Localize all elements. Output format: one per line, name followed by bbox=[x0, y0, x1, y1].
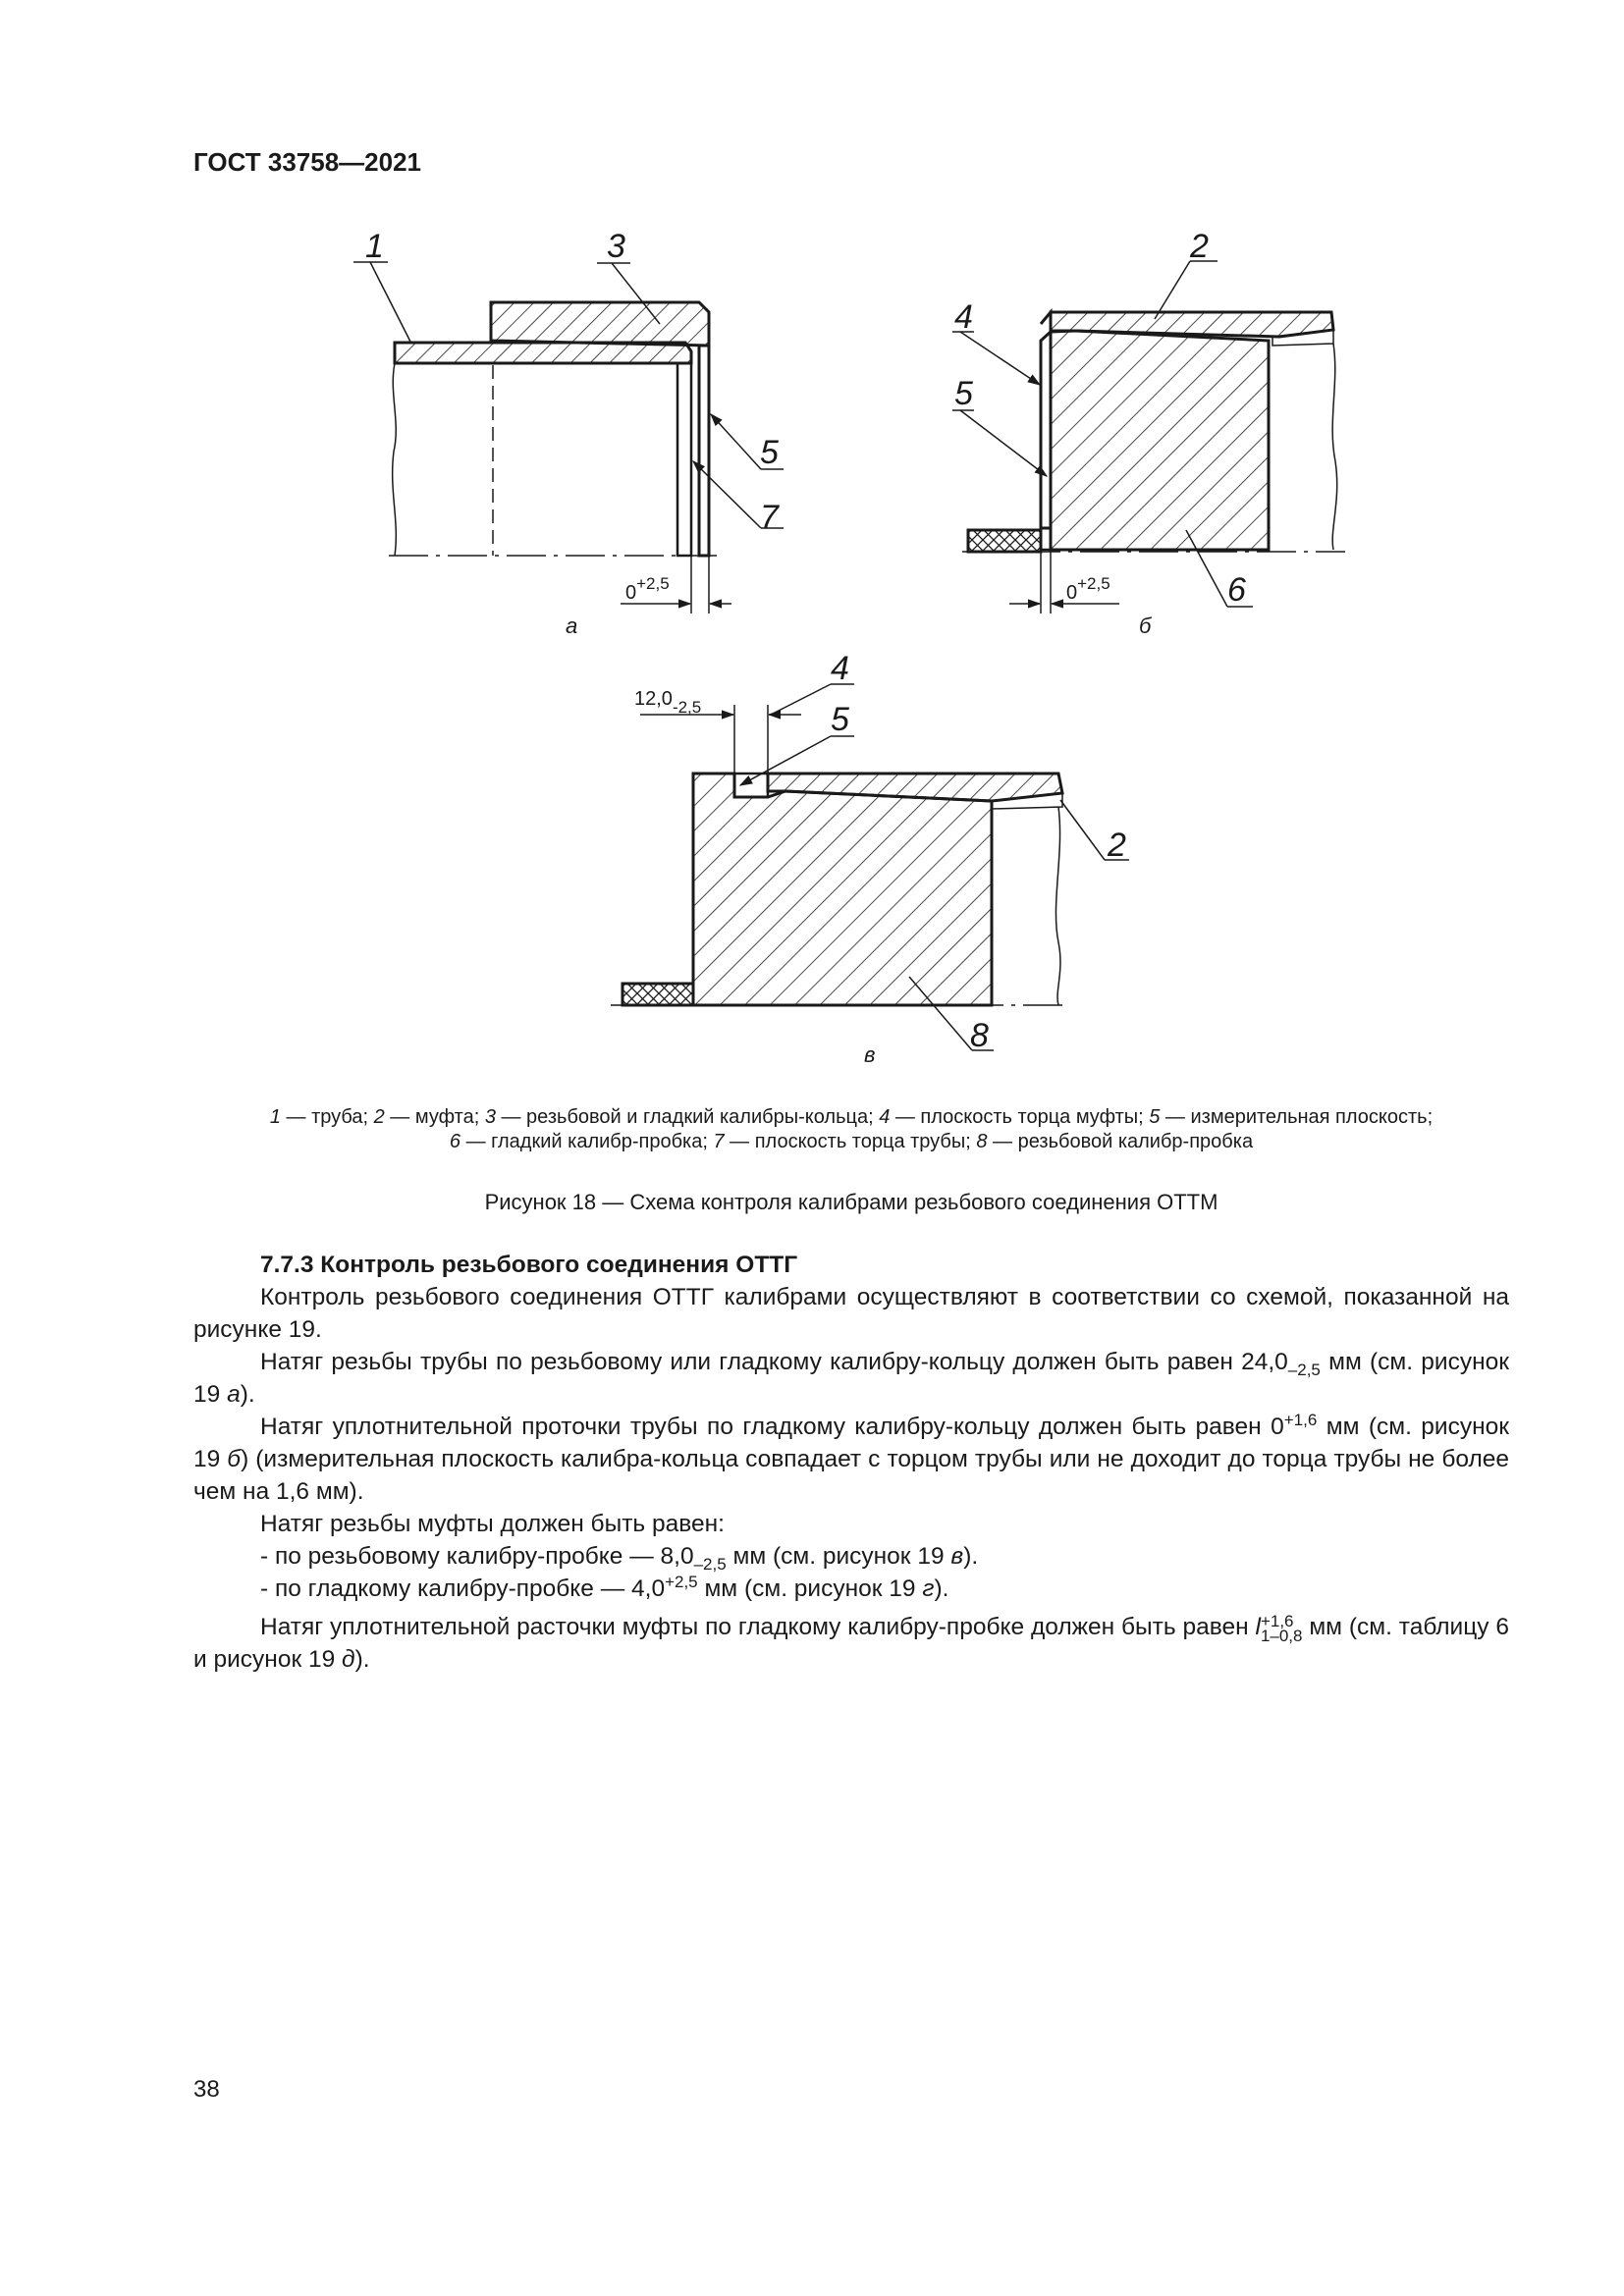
callout-2: 2 bbox=[1190, 228, 1209, 265]
list-item: - по резьбовому калибру-пробке — $8,0_{-2,5}$ мм (см. рисунок 19 в). bbox=[260, 1543, 979, 1574]
list-item: - по гладкому калибру-пробке — $4,0^{+2,5}$ мм (см. рисунок 19 г). bbox=[260, 1572, 949, 1602]
paragraph-3: Натяг уплотнительной проточки трубы по гладкому калибру-кольцу должен быть равен $0^{+1,6}$ мм (см. рисунок 19 б) (измерительная плоскость калибра-кольца совпадает с торцом трубы или не доходит до торца трубы не более чем на 1,6 мм). bbox=[193, 1410, 1509, 1505]
figure-c bbox=[611, 684, 1129, 1050]
pipe-wall bbox=[395, 343, 691, 363]
dim-a: $0^{+2,5}$ bbox=[625, 574, 670, 604]
callout-5: 5 bbox=[831, 701, 849, 738]
callout-5: 5 bbox=[954, 375, 973, 412]
paragraph-2: Натяг резьбы трубы по резьбовому или гладкому калибру-кольцу должен быть равен $24,0_{-2,5}$ мм (см. рисунок 19 а). bbox=[193, 1349, 1509, 1408]
legend-line-2: 6 — гладкий калибр-пробка; 7 — плоскость торца трубы; 8 — резьбовой калибр-пробка bbox=[449, 1131, 1254, 1152]
callout-7: 7 bbox=[760, 499, 779, 536]
smooth-plug bbox=[1051, 331, 1269, 550]
callout-2: 2 bbox=[1108, 827, 1126, 864]
paragraph-4: Натяг резьбы муфты должен быть равен: bbox=[260, 1511, 725, 1537]
sublabel-c: в bbox=[864, 1042, 876, 1067]
break-line-left bbox=[393, 363, 397, 556]
figure-caption: Рисунок 18 — Схема контроля калибрами резьбового соединения ОТТМ bbox=[484, 1190, 1218, 1214]
gauge-ring bbox=[491, 302, 709, 346]
section-heading: 7.7.3 Контроль резьбового соединения ОТТГ bbox=[260, 1252, 798, 1278]
figure-a bbox=[353, 262, 784, 614]
break-line-right bbox=[1332, 344, 1337, 550]
ring-face bbox=[699, 346, 709, 556]
legend-line-1: 1 — труба; 2 — муфта; 3 — резьбовой и гладкий калибры-кольца; 4 — плоскость торца муфты; 5 — измерительная плоскость; bbox=[269, 1106, 1434, 1128]
paragraph-1: Контроль резьбового соединения ОТТГ калибрами осуществляют в соответствии со схемой, показанной на рисунке 19. bbox=[193, 1284, 1509, 1343]
sublabel-b: б bbox=[1139, 614, 1152, 638]
callout-8: 8 bbox=[970, 1017, 989, 1054]
figure-18-diagram bbox=[0, 0, 1624, 1099]
callout-4: 4 bbox=[831, 650, 849, 687]
plug-notch bbox=[734, 774, 768, 797]
figure-b bbox=[952, 261, 1345, 614]
dim-c: $12,0_{-2,5}$ bbox=[634, 688, 702, 717]
page-number: 38 bbox=[193, 2076, 220, 2103]
threaded-plug bbox=[693, 774, 992, 1005]
dim-b: $0^{+2,5}$ bbox=[1066, 574, 1110, 604]
document-header: ГОСТ 33758—2021 bbox=[193, 147, 421, 177]
handle-crosshatch bbox=[623, 984, 693, 1005]
callout-5: 5 bbox=[760, 434, 779, 471]
callout-6: 6 bbox=[1227, 571, 1246, 609]
sublabel-a: а bbox=[566, 614, 578, 638]
callout-1: 1 bbox=[365, 228, 384, 265]
callout-4: 4 bbox=[954, 298, 973, 336]
handle-crosshatch bbox=[968, 530, 1041, 552]
figure-legend bbox=[193, 1105, 1509, 1154]
pipe-end bbox=[677, 363, 691, 556]
section-body bbox=[193, 1249, 1509, 1676]
break-line-right bbox=[1056, 807, 1060, 1005]
paragraph-5: Натяг уплотнительной расточки муфты по гладкому калибру-пробке должен быть равен l +1,6 1–0,8 мм (см. таблицу 6 и рисунок 19 д). bbox=[193, 1611, 1509, 1673]
callout-3: 3 bbox=[607, 228, 625, 265]
